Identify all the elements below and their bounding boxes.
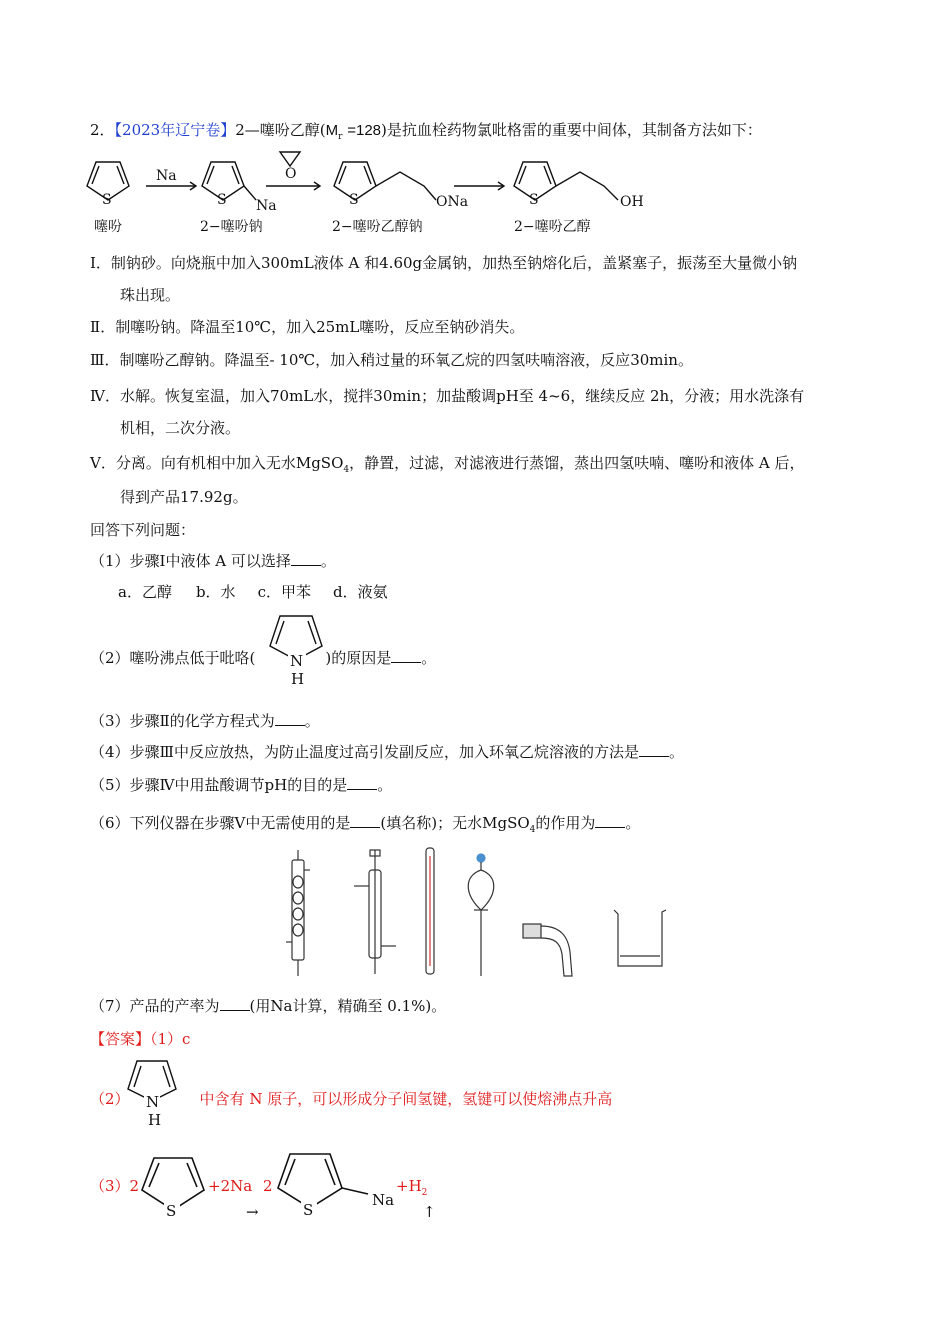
- answer-blank-3[interactable]: [275, 711, 305, 726]
- question-3-text: （3）步骤Ⅱ的化学方程式为: [90, 712, 275, 730]
- question-1-options: [118, 582, 388, 602]
- step-1-text: Ⅰ．制钠砂。向烧瓶中加入: [90, 254, 261, 272]
- answer-3-h2-sub: 2: [421, 1188, 428, 1198]
- reaction-scheme: [84, 148, 684, 238]
- step-1-mass: 4.60g: [379, 254, 423, 272]
- step-3-time: 30min: [630, 351, 678, 369]
- pyrrole-n-label: N: [290, 652, 304, 670]
- step-3-text: Ⅲ．制噻吩乙醇钠。降温至: [90, 351, 270, 369]
- step-4-text: Ⅳ．水解。恢复室温，加入: [90, 387, 270, 405]
- question-7-text-3: 计算，精确至 0.1%)。: [292, 997, 447, 1015]
- step-3-temp: - 10℃: [269, 351, 316, 369]
- answer-3-plus-na: +2Na: [208, 1177, 253, 1195]
- answer-3-up-arrow: ↑: [423, 1203, 436, 1221]
- name-thiophene-ethanol: 2−噻吩乙醇: [514, 219, 591, 235]
- name-thienyl-sodium: 2−噻吩钠: [200, 219, 263, 235]
- na-substituent-label: Na: [256, 198, 277, 214]
- answer-3-h: +H: [396, 1177, 422, 1195]
- step-5-text-2: ，静置，过滤，对滤液进行蒸馏，蒸出四氢呋喃、噻吩和液体 A 后，: [349, 454, 805, 472]
- step-2-temp: 10℃: [235, 318, 272, 336]
- oh-label: OH: [620, 194, 644, 210]
- step-3-text-2: ，加入稍过量的环氧乙烷的四氢呋喃溶液，反应: [315, 351, 631, 369]
- answer-thiophene-1: [134, 1150, 210, 1220]
- question-7-na: Na: [270, 997, 293, 1015]
- step-4-cont: 机相，二次分液。: [120, 419, 241, 437]
- answer-3-h2: [396, 1176, 427, 1203]
- question-6-end: 。: [625, 814, 641, 832]
- step-2-volume: 25mL: [316, 318, 360, 336]
- intro-text-2: )是抗血栓药物氯吡格雷的重要中间体，其制备方法如下：: [381, 121, 762, 139]
- questions-lead: 回答下列问题：: [90, 521, 196, 539]
- step-4: [90, 386, 804, 406]
- question-7-text: （7）产品的产率为: [90, 997, 220, 1015]
- na-reagent-label: Na: [156, 168, 177, 184]
- beaker-icon: [614, 910, 666, 966]
- answer-2-text: 中含有 N 原子，可以形成分子间氢键，氢键可以使熔沸点升高: [199, 1090, 613, 1108]
- step-1: [90, 253, 797, 273]
- step-1-cont: 珠出现。: [120, 286, 181, 304]
- step-1-volume: 300mL: [260, 254, 314, 272]
- step-2-text-2: ，加入: [271, 318, 317, 336]
- answer-blank-2[interactable]: [391, 648, 421, 663]
- answer-blank-6a[interactable]: [350, 813, 380, 828]
- question-7: [90, 996, 446, 1016]
- question-6: [90, 813, 640, 840]
- step-4-text-3: ；加盐酸调: [421, 387, 497, 405]
- answer-1-text: （1）c: [150, 1030, 191, 1048]
- step-4-ph: pH: [496, 387, 519, 405]
- answer-3-na: Na: [372, 1191, 395, 1209]
- option-d[interactable]: d．液氨: [332, 583, 388, 601]
- answer-thiophene-2-s: S: [303, 1201, 314, 1219]
- s-label-3: S: [349, 192, 359, 208]
- answer-thiophene-2: [270, 1146, 380, 1220]
- step-5: [90, 453, 805, 480]
- step-3: [90, 350, 693, 370]
- question-4-end: 。: [669, 743, 685, 761]
- s-label-4: S: [529, 192, 539, 208]
- answer-tag: 【答案】: [90, 1030, 151, 1048]
- question-header: [90, 120, 762, 147]
- answer-blank-7[interactable]: [220, 996, 250, 1011]
- question-4-text: （4）步骤Ⅲ中反应放热，为防止温度过高引发副反应，加入环氧乙烷溶液的方法是: [90, 743, 640, 761]
- adapter-icon: [523, 924, 572, 976]
- thermometer-icon: [426, 848, 434, 974]
- answer-3-label: （3）2: [90, 1177, 140, 1195]
- question-1-text: （1）步骤Ⅰ中液体 A 可以选择: [90, 552, 291, 570]
- question-2-text: （2）噻吩沸点低于吡咯(: [90, 649, 256, 667]
- question-1: [90, 551, 336, 571]
- step-2: [90, 317, 524, 337]
- question-6-text-3: 的作用为: [535, 814, 596, 832]
- step-1-text-3: 金属钠，加热至钠熔化后，盖紧塞子，振荡至大量微小钠: [422, 254, 798, 272]
- question-7-text-2: (用: [249, 997, 271, 1015]
- answer-3-arrow: →: [246, 1203, 259, 1221]
- epoxide-o-label: O: [285, 166, 297, 182]
- answer-blank-1[interactable]: [291, 551, 321, 566]
- pyrrole-h-label: H: [291, 670, 305, 688]
- question-2-text-2: )的原因是: [325, 649, 392, 667]
- s-label-2: S: [217, 192, 227, 208]
- answer-thiophene-1-s: S: [166, 1202, 177, 1220]
- step-5-reagent: MgSO: [295, 454, 344, 472]
- question-1-end: 。: [320, 552, 336, 570]
- question-6-text: （6）下列仪器在步骤Ⅴ中无需使用的是: [90, 814, 351, 832]
- step-4-text-4: 至 4~6，继续反应 2h，分液；用水洗涤有: [518, 387, 805, 405]
- question-6-reagent: MgSO: [482, 814, 530, 832]
- step-5-text-3: 得到产品: [120, 488, 181, 506]
- question-3: [90, 711, 320, 731]
- question-6-text-2: (填名称)；无水: [380, 814, 483, 832]
- question-4: [90, 742, 684, 762]
- answer-pyrrole-h: H: [148, 1111, 162, 1129]
- question-6-sub: 4: [529, 825, 536, 835]
- s-label-1: S: [102, 192, 112, 208]
- option-b[interactable]: b．水: [195, 583, 236, 601]
- question-3-end: 。: [304, 712, 320, 730]
- option-c[interactable]: c．甲苯: [257, 583, 311, 601]
- name-sodium-thiophene-ethoxide: 2−噻吩乙醇钠: [332, 219, 423, 235]
- answer-1: [90, 1029, 190, 1049]
- answer-pyrrole-n: N: [146, 1093, 160, 1111]
- answer-blank-5[interactable]: [347, 775, 377, 790]
- intro-text: 2—噻吩乙醇(: [235, 121, 326, 139]
- straight-condenser-icon: [354, 850, 396, 974]
- answer-blank-4[interactable]: [639, 742, 669, 757]
- option-a[interactable]: a．乙醇: [118, 583, 172, 601]
- ona-label: ONa: [436, 194, 469, 210]
- step-1-text-2: 液体 A 和: [313, 254, 380, 272]
- mr-value: =128: [347, 122, 382, 139]
- step-5-sub: 4: [343, 465, 350, 475]
- answer-3-coefficient: 2: [263, 1177, 273, 1195]
- mr-sub: r: [338, 132, 343, 142]
- separatory-funnel-icon: [468, 854, 494, 976]
- step-5-text: Ⅴ．分离。向有机相中加入无水: [90, 454, 296, 472]
- step-2-text-3: 噻吩，反应至钠砂消失。: [359, 318, 525, 336]
- answer-2-label: （2）: [90, 1090, 130, 1108]
- step-4-time: 30min: [373, 387, 422, 405]
- question-5-ph: pH: [264, 776, 288, 794]
- mr-symbol: M: [325, 122, 339, 139]
- step-5-cont: [120, 487, 248, 507]
- question-number: 2．: [90, 121, 115, 139]
- step-4-text-2: 水，搅拌: [313, 387, 374, 405]
- question-5: [90, 775, 392, 795]
- question-source: 【2023年辽宁卷】: [114, 121, 236, 139]
- step-2-text: Ⅱ．制噻吩钠。降温至: [90, 318, 236, 336]
- name-thiophene: 噻吩: [94, 219, 122, 235]
- step-5-text-4: 。: [232, 488, 248, 506]
- answer-blank-6b[interactable]: [595, 813, 625, 828]
- step-5-mass: 17.92g: [180, 488, 233, 506]
- question-5-text: （5）步骤Ⅳ中用盐酸调节: [90, 776, 265, 794]
- answer-pyrrole-structure: [122, 1055, 186, 1129]
- bulb-condenser-icon: [286, 850, 310, 976]
- apparatus-figure: [278, 846, 678, 980]
- step-3-text-3: 。: [677, 351, 693, 369]
- question-5-end: 。: [377, 776, 393, 794]
- question-5-text-2: 的目的是: [287, 776, 348, 794]
- pyrrole-structure: [262, 608, 334, 688]
- question-2-end: 。: [421, 649, 437, 667]
- step-4-volume: 70mL: [270, 387, 314, 405]
